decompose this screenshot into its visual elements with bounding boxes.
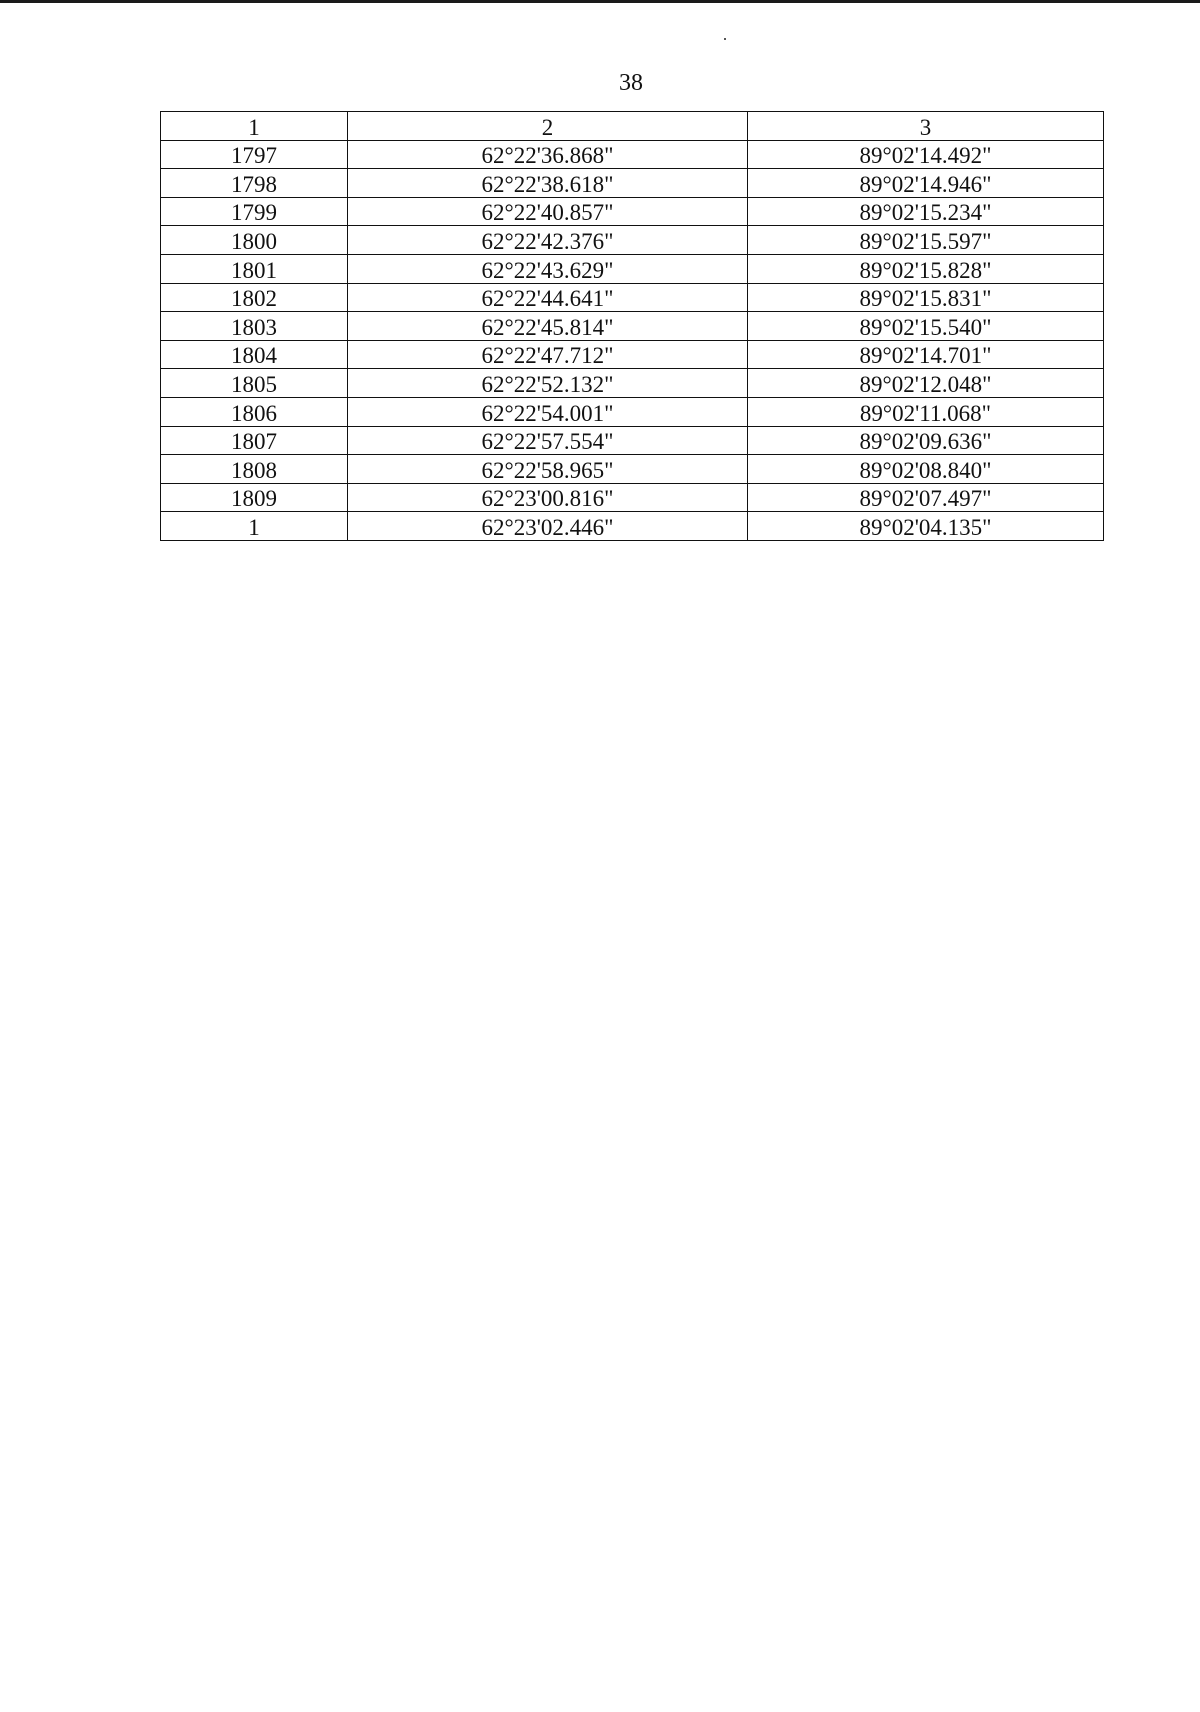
point-number-cell: 1804 [161, 340, 348, 369]
scan-top-edge [0, 0, 1200, 3]
table-row [161, 369, 1104, 398]
point-number-cell: 1798 [161, 169, 348, 198]
longitude-cell: 89°02'07.497" [748, 483, 1104, 512]
table-row [161, 455, 1104, 484]
point-number-cell: 1805 [161, 369, 348, 398]
latitude-cell: 62°22'42.376" [348, 226, 748, 255]
table-row [161, 512, 1104, 541]
table-row [161, 483, 1104, 512]
table-row [161, 197, 1104, 226]
point-number-cell: 1808 [161, 455, 348, 484]
table-row [161, 169, 1104, 198]
point-number-cell: 1802 [161, 283, 348, 312]
table-row [161, 283, 1104, 312]
point-number-cell: 1807 [161, 426, 348, 455]
longitude-cell: 89°02'12.048" [748, 369, 1104, 398]
scan-speck [724, 38, 726, 40]
latitude-cell: 62°23'00.816" [348, 483, 748, 512]
coordinates-table [160, 111, 1104, 541]
page-number: 38 [619, 70, 643, 96]
point-number-cell: 1803 [161, 312, 348, 341]
longitude-cell: 89°02'11.068" [748, 397, 1104, 426]
longitude-cell: 89°02'04.135" [748, 512, 1104, 541]
table-row [161, 426, 1104, 455]
table-header-cell: 2 [348, 112, 748, 141]
latitude-cell: 62°22'40.857" [348, 197, 748, 226]
longitude-cell: 89°02'14.701" [748, 340, 1104, 369]
table-header-row [161, 112, 1104, 141]
table-row [161, 140, 1104, 169]
latitude-cell: 62°22'44.641" [348, 283, 748, 312]
latitude-cell: 62°22'52.132" [348, 369, 748, 398]
point-number-cell: 1797 [161, 140, 348, 169]
latitude-cell: 62°22'58.965" [348, 455, 748, 484]
point-number-cell: 1799 [161, 197, 348, 226]
latitude-cell: 62°22'43.629" [348, 254, 748, 283]
longitude-cell: 89°02'15.831" [748, 283, 1104, 312]
latitude-cell: 62°22'54.001" [348, 397, 748, 426]
point-number-cell: 1800 [161, 226, 348, 255]
table-row [161, 340, 1104, 369]
table-header-cell: 1 [161, 112, 348, 141]
table-row [161, 226, 1104, 255]
longitude-cell: 89°02'08.840" [748, 455, 1104, 484]
table-row [161, 254, 1104, 283]
point-number-cell: 1806 [161, 397, 348, 426]
longitude-cell: 89°02'15.597" [748, 226, 1104, 255]
latitude-cell: 62°22'36.868" [348, 140, 748, 169]
longitude-cell: 89°02'09.636" [748, 426, 1104, 455]
table-row [161, 312, 1104, 341]
point-number-cell: 1809 [161, 483, 348, 512]
point-number-cell: 1 [161, 512, 348, 541]
table-header-cell: 3 [748, 112, 1104, 141]
longitude-cell: 89°02'15.828" [748, 254, 1104, 283]
longitude-cell: 89°02'14.946" [748, 169, 1104, 198]
latitude-cell: 62°22'57.554" [348, 426, 748, 455]
longitude-cell: 89°02'14.492" [748, 140, 1104, 169]
latitude-cell: 62°22'45.814" [348, 312, 748, 341]
latitude-cell: 62°22'47.712" [348, 340, 748, 369]
longitude-cell: 89°02'15.540" [748, 312, 1104, 341]
table-row [161, 397, 1104, 426]
latitude-cell: 62°22'38.618" [348, 169, 748, 198]
longitude-cell: 89°02'15.234" [748, 197, 1104, 226]
point-number-cell: 1801 [161, 254, 348, 283]
latitude-cell: 62°23'02.446" [348, 512, 748, 541]
